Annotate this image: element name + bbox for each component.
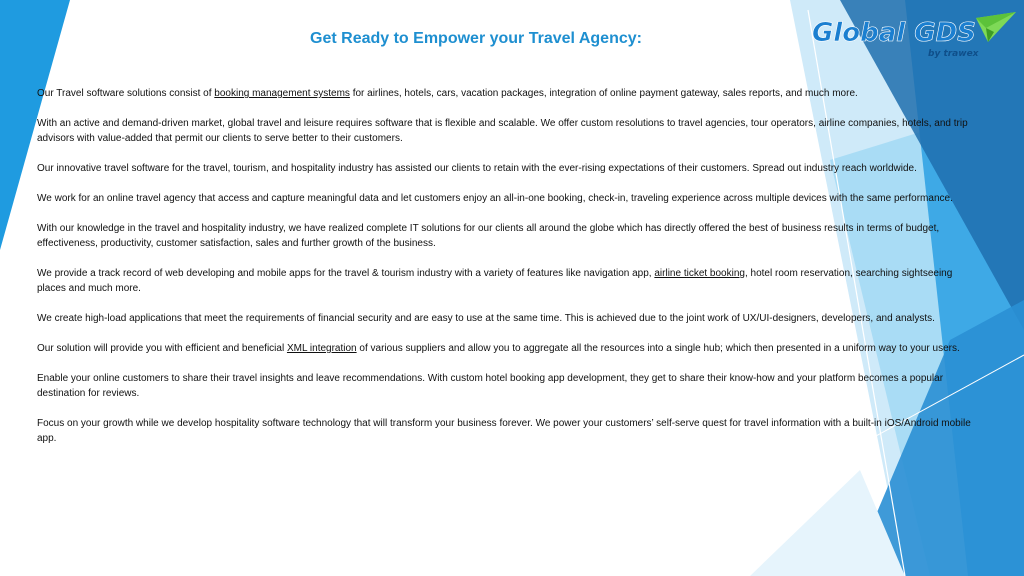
paragraph-xml-integration: Our solution will provide you with efficient and beneficial XML integration of various suppliers and allow you to aggregate all the resources into a single hub; which then presented in a uniform way to your users.	[37, 343, 960, 354]
slide-content	[37, 86, 977, 461]
paragraph-growth: Focus on your growth while we develop hospitality software technology that will transform your business forever. We power your customers’ self-serve quest for travel information with a built-in iOS/Android mobile app.	[37, 418, 971, 444]
brand-logo-tagline: by trawex	[928, 49, 979, 59]
paragraph-high-load: We create high-load applications that meet the requirements of financial security and are easy to use at the same time. This is achieved due to the joint work of UX/UI-designers, developers, and analysts.	[37, 313, 935, 324]
paragraph-knowledge: With our knowledge in the travel and hospitality industry, we have realized complete IT solutions for our clients all around the globe which has directly offered the best of business results in terms of budget, effectiveness, productivity, customer satisfaction, sales and further growth of the business.	[37, 223, 940, 249]
slide-title: Get Ready to Empower your Travel Agency:	[310, 30, 642, 47]
brand-logo-wordmark: Global GDS	[812, 18, 976, 48]
right-panel-bottom-light	[750, 470, 905, 576]
paragraph-online-agency: We work for an online travel agency that access and capture meaningful data and let customers enjoy an all-in-one booking, check-in, traveling experience across multiple devices with the same performance.	[37, 193, 953, 204]
paragraph-booking-systems: Our Travel software solutions consist of booking management systems for airlines, hotels, cars, vacation packages, integration of online payment gateway, sales reports, and much more.	[37, 88, 858, 99]
paragraph-track-record: We provide a track record of web developing and mobile apps for the travel & tourism industry with a variety of features like navigation app, airline ticket booking, hotel room reservation, searching sightseeing places and much more.	[37, 268, 953, 294]
link-xml-integration[interactable]: XML integration	[286, 343, 357, 354]
link-airline-ticket-booking[interactable]: airline ticket booking	[654, 268, 745, 279]
paragraph-reviews: Enable your online customers to share their travel insights and leave recommendations. With custom hotel booking app development, they get to share their know-how and your platform becomes a popular destination for reviews.	[37, 373, 944, 399]
paragraph-market: With an active and demand-driven market, global travel and leisure requires software that is flexible and scalable. We offer custom resolutions to travel agencies, tour operators, airline companies, hotels, and trip advisors with value-added that permit our clients to serve better to their customers.	[37, 118, 968, 144]
paper-plane-icon	[976, 12, 1016, 42]
paragraph-innovative-software: Our innovative travel software for the travel, tourism, and hospitality industry has assisted our clients to retain with the ever-rising expectations of their customers. Spread out industry reach worldwide.	[37, 163, 917, 174]
link-booking-management-systems[interactable]: booking management systems	[214, 88, 350, 99]
